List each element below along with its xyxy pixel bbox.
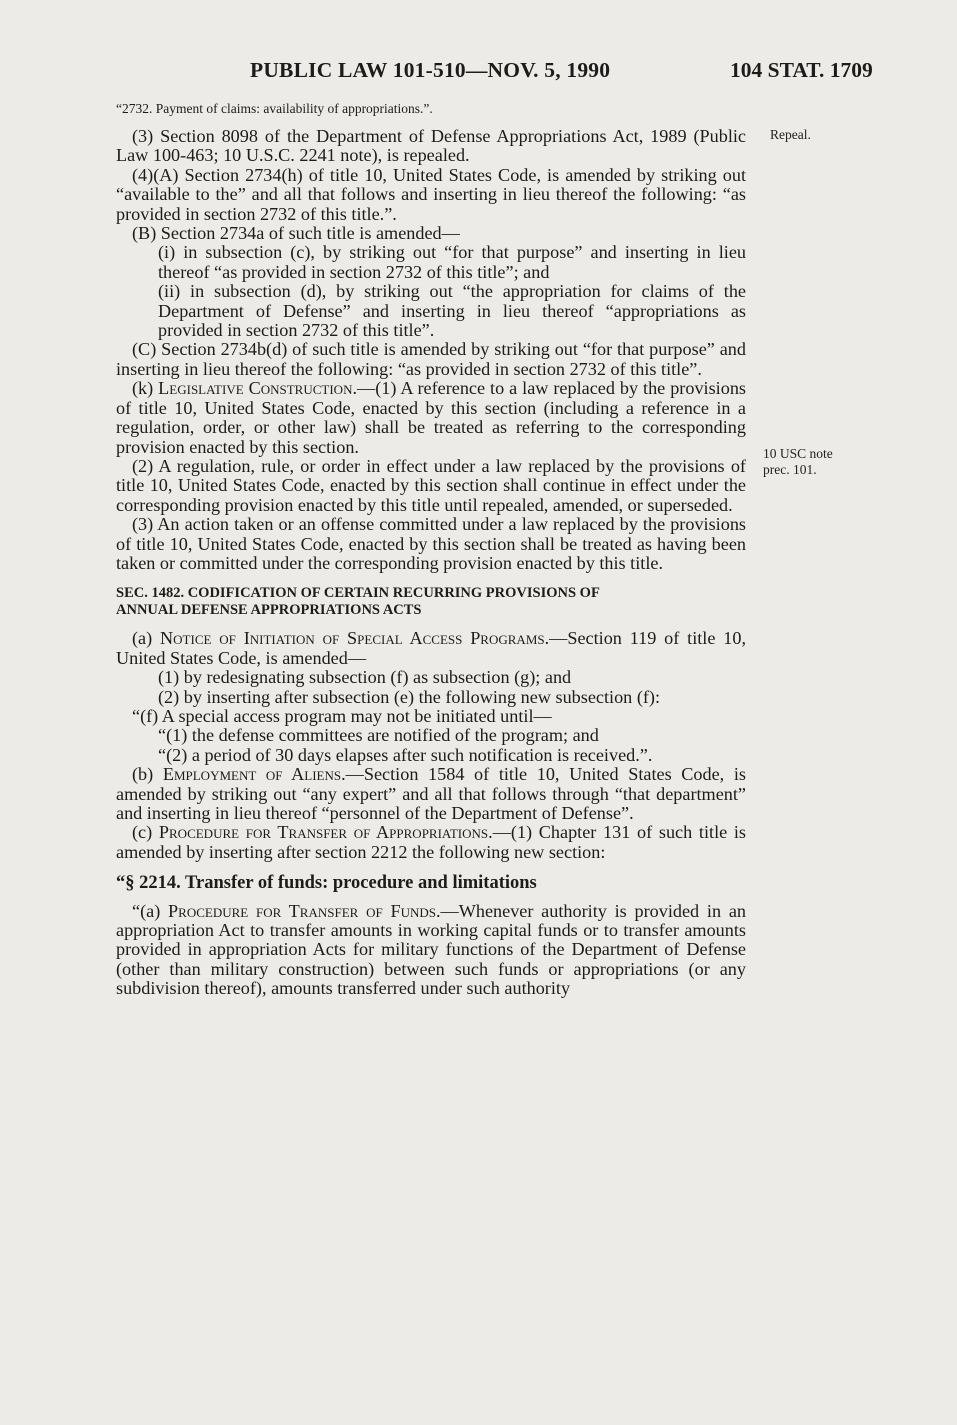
subsection-a-1: (1) by redesignating subsection (f) as subsection (g); and [158,667,572,688]
paragraph-4b: (B) Section 2734a of such title is amended— [132,223,460,244]
section-1482-heading [116,585,746,619]
subsection-b [116,765,746,823]
subsection-b-heading: Employment of Aliens. [162,764,346,785]
subsection-c-heading: Procedure for Transfer of Appropriations. [158,822,493,843]
section-2214-a [116,902,746,999]
subsection-k-2: (2) A regulation, rule, or order in effect under a law replaced by the provisions of title 10, United States Code, enacted by this section shall continue in effect under the corresponding provision enacted by this title until repealed, amended, or superseded. [116,455,746,515]
margin-note-usc-2: prec. 101. [763,462,817,477]
section-1482-heading-line2: ANNUAL DEFENSE APPROPRIATIONS ACTS [116,602,422,619]
statute-page-number: 104 STAT. 1709 [730,58,873,82]
section-2732-line: “2732. Payment of claims: availability of appropriations.”. [116,101,433,116]
new-subsection-f-1: “(1) the defense committees are notified of the program; and [158,725,599,746]
subsection-a [116,629,746,668]
section-2214-a-heading: Procedure for Transfer of Funds. [168,900,441,921]
subsection-k-heading: Legislative Construction. [158,378,358,399]
margin-note-usc-1: 10 USC note [763,446,833,461]
paragraph-3: (3) Section 8098 of the Department of Defense Appropriations Act, 1989 (Public Law 100-463; 10 U.S.C. 2241 note), is repealed. [116,126,746,166]
section-1482-heading-line1: SEC. 1482. CODIFICATION OF CERTAIN RECURRING PROVISIONS OF [116,585,600,602]
subsection-a-2: (2) by inserting after subsection (e) the following new subsection (f): [158,686,661,707]
subsection-a-text: —Section 119 of title 10, United States Code, is amended— [116,628,747,668]
paragraph-4a: (4)(A) Section 2734(h) of title 10, United States Code, is amended by striking out “available to the” and all that follows and inserting in lieu thereof the following: “as provided in section 2732 of this title.”. [116,164,746,224]
subsection-c-text: —(1) Chapter 131 of such title is amended by inserting after section 2212 the following new section: [116,822,747,862]
subsection-k-3: (3) An action taken or an offense committed under a law replaced by the provisions of title 10, United States Code, enacted by this section shall be treated as having been taken or committed under the corresponding provision enacted by this title. [116,514,746,573]
subsection-c-label: (c) [132,822,159,843]
section-2214-a-text: —Whenever authority is provided in an appropriation Act to transfer amounts in working capital funds or to transfer amounts provided in appropriation Acts for military functions of the Department of Defense (other than military construction) between such funds or appropriations (or any subdivision thereof), amounts transferred under such authority [116,900,746,999]
subsection-k-label: (k) [132,378,159,399]
subsection-b-text: —Section 1584 of title 10, United States Code, is amended by striking out “any expert” and all that follows through “that department” and inserting in lieu thereof “personnel of the Department of Defense”. [116,764,746,823]
new-subsection-f: “(f) A special access program may not be initiated until— [132,705,552,726]
subsection-a-label: (a) [132,628,161,649]
subsection-a-heading: Notice of Initiation of Special Access Programs. [160,628,550,649]
subsection-k-1 [116,379,746,457]
clause-4b-ii: (ii) in subsection (d), by striking out “the appropriation for claims of the Department of Defense” and inserting in lieu thereof “appropriations as provided in section 2732 of this title”. [158,281,746,341]
main-text-column [116,100,746,999]
section-2214-heading: “§ 2214. Transfer of funds: procedure and limitations [116,873,537,894]
margin-note-repeal: Repeal. [770,127,811,142]
subsection-b-label: (b) [132,764,163,785]
page-header [0,58,957,90]
clause-4b-i: (i) in subsection (c), by striking out “for that purpose” and inserting in lieu thereof “as provided in section 2732 of this title”; and [158,242,746,282]
paragraph-4c: (C) Section 2734b(d) of such title is amended by striking out “for that purpose” and inserting in lieu thereof the following: “as provided in section 2732 of this title”. [116,339,746,379]
subsection-k-text: —(1) A reference to a law replaced by the provisions of title 10, United States Code, enacted by this section (including a reference in a regulation, order, or other law) shall be treated as referring to the corresponding provision enacted by this section. [116,378,746,457]
new-subsection-f-2: “(2) a period of 30 days elapses after such notification is received.”. [158,744,653,765]
running-head-title: PUBLIC LAW 101-510—NOV. 5, 1990 [250,58,611,82]
section-2214-a-label: “(a) [132,900,169,921]
subsection-c [116,823,746,862]
